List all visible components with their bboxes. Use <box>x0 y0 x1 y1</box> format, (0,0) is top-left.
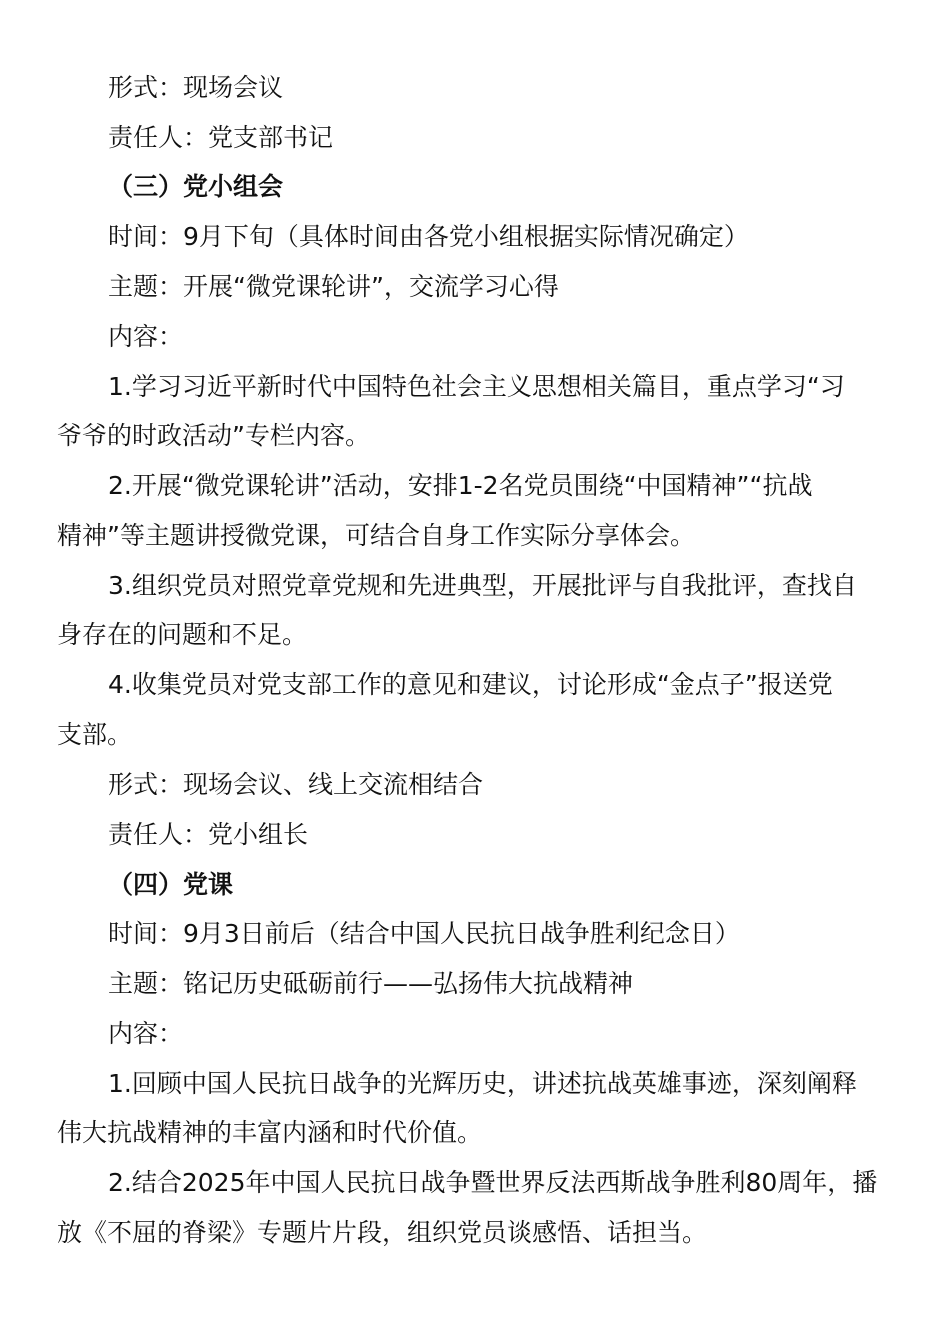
content-item-1: 1.回顾中国人民抗日战争的光辉历史，讲述抗战英雄事迹，深刻阐释 <box>108 1069 857 1098</box>
content-item-1: 1.学习习近平新时代中国特色社会主义思想相关篇目，重点学习“习 <box>108 372 845 401</box>
time-line: 时间：9月下旬（具体时间由各党小组根据实际情况确定） <box>108 222 749 251</box>
theme-line: 主题：开展“微党课轮讲”，交流学习心得 <box>108 272 559 301</box>
content-item-1-cont: 爷爷的时政活动”专栏内容。 <box>57 421 370 450</box>
content-item-3-cont: 身存在的问题和不足。 <box>57 620 308 649</box>
content-label: 内容： <box>108 322 184 351</box>
time-line: 时间：9月3日前后（结合中国人民抗日战争胜利纪念日） <box>108 919 740 948</box>
content-item-4: 4.收集党员对党支部工作的意见和建议，讨论形成“金点子”报送党 <box>108 670 833 699</box>
content-item-2-cont: 放《不屈的脊梁》专题片片段，组织党员谈感悟、话担当。 <box>57 1218 708 1247</box>
content-label: 内容： <box>108 1019 184 1048</box>
content-item-2: 2.开展“微党课轮讲”活动，安排1-2名党员围绕“中国精神”“抗战 <box>108 471 813 500</box>
content-item-4-cont: 支部。 <box>57 720 133 749</box>
content-item-2: 2.结合2025年中国人民抗日战争暨世界反法西斯战争胜利80周年，播 <box>108 1168 878 1197</box>
content-item-3: 3.组织党员对照党章党规和先进典型，开展批评与自我批评，查找自 <box>108 571 857 600</box>
content-item-2-cont: 精神”等主题讲授微党课，可结合自身工作实际分享体会。 <box>57 521 695 550</box>
responsible-line: 责任人：党支部书记 <box>108 123 334 152</box>
theme-line: 主题：铭记历史砥砺前行——弘扬伟大抗战精神 <box>108 969 634 998</box>
content-item-1-cont: 伟大抗战精神的丰富内涵和时代价值。 <box>57 1118 483 1147</box>
section-heading-party-group: （三）党小组会 <box>108 172 284 201</box>
format-line: 形式：现场会议、线上交流相结合 <box>108 770 484 799</box>
format-line: 形式：现场会议 <box>108 73 284 102</box>
section-heading-party-lecture: （四）党课 <box>108 870 234 899</box>
responsible-line: 责任人：党小组长 <box>108 820 309 849</box>
